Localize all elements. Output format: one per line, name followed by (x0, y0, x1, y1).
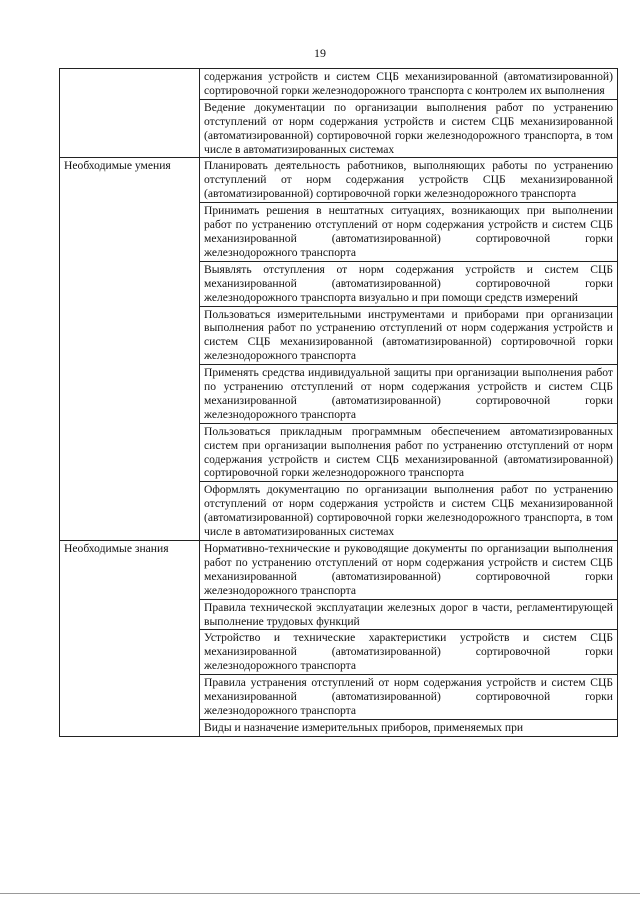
table-cell: Нормативно-технические и руководящие документы по организации выполнения работ по устранению отступлений от норм содержания устройств и систем СЦБ механизированной (автоматизированной) сортировочной горки железнодорожного транспорта (200, 541, 618, 600)
page-number: 19 (314, 46, 326, 60)
section-label: Необходимые умения (60, 158, 200, 541)
table-cell: Правила устранения отступлений от норм содержания устройств и систем СЦБ механизированной (автоматизированной) сортировочной горки железнодорожного транспорта (200, 675, 618, 720)
table-cell: Виды и назначение измерительных приборов, применяемых при (200, 719, 618, 736)
table-cell: Планировать деятельность работников, выполняющих работы по устранению отступлений от норм содержания устройств СЦБ механизированной (автоматизированной) сортировочной горки железнодорожного транспорта (200, 158, 618, 203)
requirements-table (59, 68, 618, 737)
section-label (60, 69, 200, 158)
table-row (60, 541, 618, 600)
table-row (60, 69, 618, 100)
table-cell: Принимать решения в нештатных ситуациях, возникающих при выполнении работ по устранению отступлений от норм содержания устройств и систем СЦБ механизированной (автоматизированной) сортировочной горки железнодорожного транспорта (200, 203, 618, 262)
page-bottom-edge (0, 893, 640, 894)
table-cell: Выявлять отступления от норм содержания устройств и систем СЦБ механизированной (автоматизированной) сортировочной горки железнодорожного транспорта визуально и при помощи средств измерений (200, 261, 618, 306)
table-cell: Оформлять документацию по организации выполнения работ по устранению отступлений от норм содержания устройств и систем СЦБ механизированной (автоматизированной) сортировочной горки железнодорожного транспорта, в том числе в автоматизированных системах (200, 482, 618, 541)
table-cell: содержания устройств и систем СЦБ механизированной (автоматизированной) сортировочной горки железнодорожного транспорта с контролем их выполнения (200, 69, 618, 100)
table-cell: Пользоваться прикладным программным обеспечением автоматизированных систем при организации выполнения работ по устранению отступлений от норм содержания устройств и систем СЦБ механизированной (автоматизированной) сортировочной горки железнодорожного транспорта (200, 423, 618, 482)
table-cell: Правила технической эксплуатации железных дорог в части, регламентирующей выполнение трудовых функций (200, 599, 618, 630)
table-cell: Применять средства индивидуальной защиты при организации выполнения работ по устранению отступлений от норм содержания устройств и систем СЦБ механизированной (автоматизированной) сортировочной горки железнодорожного транспорта (200, 365, 618, 424)
table-cell: Пользоваться измерительными инструментами и приборами при организации выполнения работ по устранению отступлений от норм содержания устройств и систем СЦБ механизированной (автоматизированной) сортировочной горки железнодорожного транспорта (200, 306, 618, 365)
table-cell: Ведение документации по организации выполнения работ по устранению отступлений от норм содержания устройств и систем СЦБ механизированной (автоматизированной) сортировочной горки железнодорожного транспорта, в том числе в автоматизированных системах (200, 99, 618, 158)
table-row (60, 158, 618, 203)
table-cell: Устройство и технические характеристики устройств и систем СЦБ механизированной (автоматизированной) сортировочной горки железнодорожного транспорта (200, 630, 618, 675)
section-label: Необходимые знания (60, 541, 200, 737)
